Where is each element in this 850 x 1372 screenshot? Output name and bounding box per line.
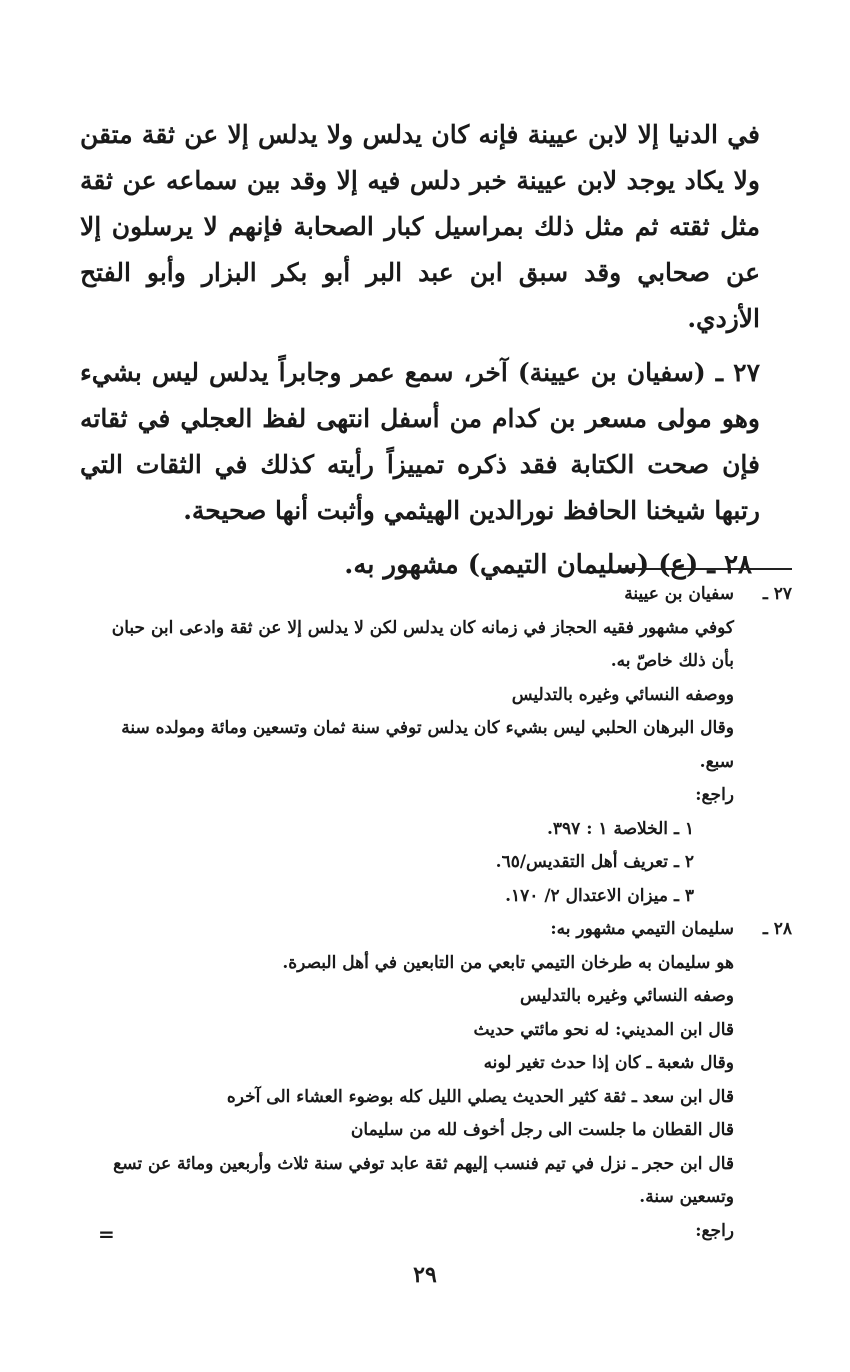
- footnote-line: قال ابن حجر ـ نزل في تيم فنسب إليهم ثقة عابد توفي سنة ثلاث وأربعين ومائة عن تسع: [113, 1153, 734, 1174]
- footnote-27: [102, 578, 792, 913]
- page-number: ٢٩: [413, 1262, 437, 1288]
- continuation-mark: =: [98, 1222, 115, 1246]
- footnote-references: [102, 779, 734, 913]
- footnote-line: وتسعين سنة.: [639, 1187, 734, 1207]
- reference-item: ١ ـ الخلاصة ١ : ٣٩٧.: [546, 818, 694, 839]
- main-text: [80, 112, 760, 588]
- footnote-line: وصفه النسائي وغيره بالتدليس: [519, 986, 734, 1006]
- footnote-line: قال ابن سعد ـ ثقة كثير الحديث يصلي الليل كله بوضوء العشاء الى آخره: [226, 1086, 734, 1107]
- footnote-line: قال القطان ما جلست الى رجل أخوف لله من سليمان: [350, 1120, 734, 1140]
- reference-item: ٢ ـ تعريف أهل التقديس/٦٥.: [495, 852, 694, 872]
- footnote-line: بأن ذلك خاصّ به.: [610, 651, 734, 671]
- main-paragraph-1: في الدنيا إلا لابن عيينة فإنه كان يدلس ولا يدلس إلا عن ثقة متقن ولا يكاد يوجد لابن عيينة خبر دلس فيه إلا وقد بين سماعه عن ثقة مثل ثقته ثم مثل ذلك بمراسيل كبار الصحابة فإنهم لا يرسلون إلا عن صحابي وقد سبق ابن عبد البر أبو بكر البزار وأبو الفتح الأزدي.: [80, 120, 760, 333]
- footnote-line: ووصفه النسائي وغيره بالتدليس: [511, 684, 734, 705]
- footnote-line: وقال البرهان الحلبي ليس بشيء كان يدلس توفي سنة ثمان وتسعين ومائة ومولده سنة سبع.: [121, 718, 734, 772]
- footnote-line: سفيان بن عيينة: [624, 584, 734, 604]
- reference-item: ٣ ـ ميزان الاعتدال ٢/ ١٧٠.: [505, 885, 694, 906]
- footnotes: [102, 578, 792, 1248]
- references-label: راجع:: [695, 785, 734, 805]
- main-paragraph-entry-27: ٢٧ ـ (سفيان بن عيينة) آخر، سمع عمر وجابراً يدلس ليس بشيء وهو مولى مسعر بن كدام من أسفل انتهى لفظ العجلي في ثقاته فإن صحت الكتابة فقد ذكره تمييزاً رأيته كذلك في الثقات التي رتبها شيخنا الحافظ نورالدين الهيثمي وأثبت أنها صحيحة.: [80, 358, 760, 525]
- footnote-number: ٢٧ ـ: [762, 584, 792, 604]
- footnote-line: قال ابن المديني: له نحو مائتي حديث: [473, 1019, 734, 1040]
- main-entry-28: ٢٨ ـ (ع) (سليمان التيمي) مشهور به.: [344, 550, 752, 580]
- footnote-line: سليمان التيمي مشهور به:: [550, 919, 734, 939]
- footnote-line: هو سليمان به طرخان التيمي تابعي من التابعين في أهل البصرة.: [282, 952, 734, 973]
- footnote-line: كوفي مشهور فقيه الحجاز في زمانه كان يدلس لكن لا يدلس إلا عن ثقة وادعى ابن حبان: [111, 617, 734, 638]
- footnote-line: وقال شعبة ـ كان إذا حدث تغير لونه: [483, 1053, 734, 1073]
- references-label: راجع:: [695, 1220, 734, 1241]
- footnote-divider: [618, 568, 792, 570]
- footnote-28: [102, 913, 792, 1248]
- footnote-number: ٢٨ ـ: [762, 919, 792, 939]
